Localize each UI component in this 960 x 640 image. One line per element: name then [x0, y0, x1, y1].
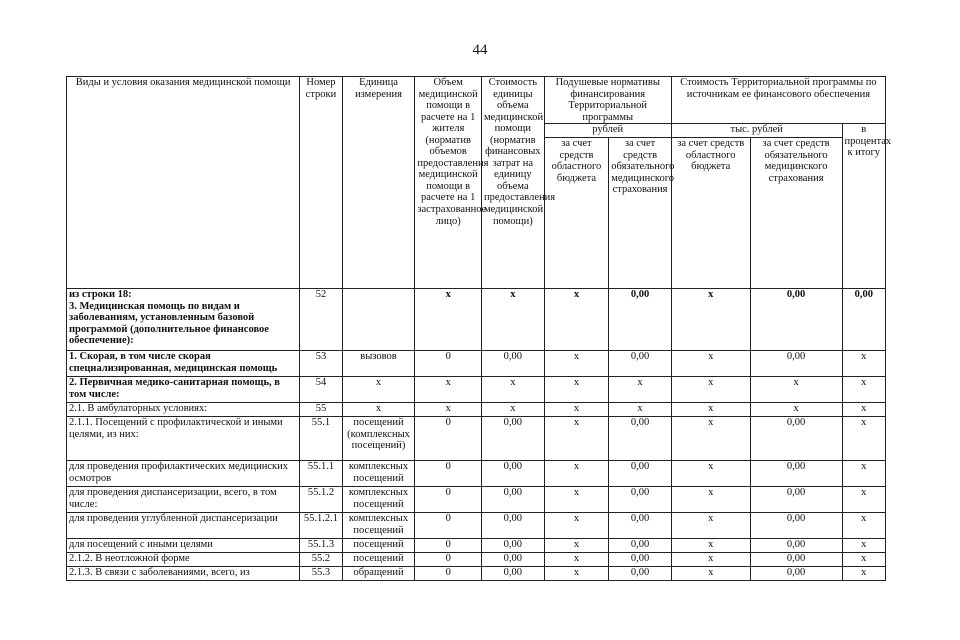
cell-v4: 0,00 — [609, 487, 672, 513]
cell-v1: 0 — [415, 567, 482, 581]
cell-v3: х — [544, 289, 609, 351]
cell-num: 53 — [300, 351, 342, 377]
header-oms: за счет средств обязательного медицинского страхования — [609, 138, 672, 289]
table-row — [67, 461, 886, 487]
cell-v3: х — [544, 567, 609, 581]
cell-num: 55 — [300, 403, 342, 417]
cell-num: 52 — [300, 289, 342, 351]
cell-v6: 0,00 — [750, 417, 842, 461]
cell-v5: х — [671, 417, 750, 461]
cell-v6: 0,00 — [750, 351, 842, 377]
cell-num: 55.2 — [300, 553, 342, 567]
cell-v5: х — [671, 539, 750, 553]
cell-v2: 0,00 — [482, 513, 545, 539]
header-regional-budget: за счет средств областного бюджета — [544, 138, 609, 289]
table-body — [67, 289, 886, 581]
page-number: 44 — [472, 42, 488, 58]
cell-v4: х — [609, 403, 672, 417]
cell-unit: х — [342, 403, 415, 417]
cell-num: 55.1.1 — [300, 461, 342, 487]
cell-v1: х — [415, 403, 482, 417]
financing-table — [66, 76, 892, 581]
cell-v1: 0 — [415, 553, 482, 567]
cell-v6: 0,00 — [750, 289, 842, 351]
cell-name: 2. Первичная медико-санитарная помощь, в том числе: — [67, 377, 300, 403]
cell-name: 2.1. В амбулаторных условиях: — [67, 403, 300, 417]
cell-v1: 0 — [415, 461, 482, 487]
cell-unit: вызовов — [342, 351, 415, 377]
cell-v3: х — [544, 513, 609, 539]
cell-v1: 0 — [415, 487, 482, 513]
cell-num: 55.1.3 — [300, 539, 342, 553]
cell-v2: х — [482, 377, 545, 403]
table-row — [67, 351, 886, 377]
cell-v5: х — [671, 567, 750, 581]
cell-v7: х — [842, 461, 885, 487]
cell-v6: х — [750, 403, 842, 417]
cell-v2: 0,00 — [482, 539, 545, 553]
cell-v7: х — [842, 417, 885, 461]
header-unit-rubles: рублей — [544, 124, 671, 138]
cell-v3: х — [544, 351, 609, 377]
cell-v2: х — [482, 289, 545, 351]
cell-v2: 0,00 — [482, 567, 545, 581]
cell-v2: 0,00 — [482, 351, 545, 377]
cell-v7: х — [842, 553, 885, 567]
cell-unit: посещений — [342, 539, 415, 553]
cell-v2: х — [482, 403, 545, 417]
cell-v7: х — [842, 377, 885, 403]
cell-name: 2.1.2. В неотложной форме — [67, 553, 300, 567]
header-percent: в процентах к итогу — [842, 124, 885, 289]
cell-v5: х — [671, 553, 750, 567]
cell-v2: 0,00 — [482, 553, 545, 567]
cell-v1: х — [415, 289, 482, 351]
cell-v3: х — [544, 403, 609, 417]
table-row — [67, 567, 886, 581]
cell-v6: 0,00 — [750, 487, 842, 513]
cell-name: для посещений с иными целями — [67, 539, 300, 553]
cell-v7: х — [842, 403, 885, 417]
cell-v4: 0,00 — [609, 351, 672, 377]
cell-v3: х — [544, 377, 609, 403]
cell-v5: х — [671, 351, 750, 377]
cell-v7: х — [842, 539, 885, 553]
cell-v7: х — [842, 567, 885, 581]
header-unit: Единица измерения — [342, 77, 415, 289]
table-row — [67, 289, 886, 351]
cell-name: для проведения углубленной диспансеризации — [67, 513, 300, 539]
cell-name: 2.1.3. В связи с заболеваниями, всего, из — [67, 567, 300, 581]
header-cost: Стоимость единицы объема медицинской помощи (норматив финансовых затрат на единицу объема предоставления медицинской помощи) — [482, 77, 545, 289]
cell-unit — [342, 289, 415, 351]
header-oms-2: за счет средств обязательного медицинского страхования — [750, 138, 842, 289]
cell-v5: х — [671, 487, 750, 513]
table-row — [67, 513, 886, 539]
cell-v1: х — [415, 377, 482, 403]
cell-v1: 0 — [415, 417, 482, 461]
cell-v3: х — [544, 461, 609, 487]
cell-v7: х — [842, 351, 885, 377]
cell-v2: 0,00 — [482, 487, 545, 513]
cell-v6: 0,00 — [750, 539, 842, 553]
cell-v3: х — [544, 553, 609, 567]
cell-v5: х — [671, 289, 750, 351]
table-row — [67, 487, 886, 513]
cell-v4: х — [609, 377, 672, 403]
cell-v4: 0,00 — [609, 567, 672, 581]
cell-unit: комплексных посещений — [342, 487, 415, 513]
cell-v4: 0,00 — [609, 289, 672, 351]
cell-name: 1. Скорая, в том числе скорая специализированная, медицинская помощь — [67, 351, 300, 377]
cell-v3: х — [544, 539, 609, 553]
cell-v6: 0,00 — [750, 553, 842, 567]
header-volume: Объем медицинской помощи в расчете на 1 жителя (норматив объемов предоставления медицинской помощи в расчете на 1 застрахованное лицо) — [415, 77, 482, 289]
header-unit-thousand-rubles: тыс. рублей — [671, 124, 842, 138]
cell-v7: 0,00 — [842, 289, 885, 351]
cell-unit: посещений — [342, 553, 415, 567]
cell-v7: х — [842, 513, 885, 539]
cell-name: для проведения профилактических медицинских осмотров — [67, 461, 300, 487]
cell-v2: 0,00 — [482, 417, 545, 461]
cell-v5: х — [671, 377, 750, 403]
cell-v6: 0,00 — [750, 513, 842, 539]
cell-name: для проведения диспансеризации, всего, в том числе: — [67, 487, 300, 513]
cell-v3: х — [544, 487, 609, 513]
cell-v7: х — [842, 487, 885, 513]
cell-num: 54 — [300, 377, 342, 403]
header-regional-budget-2: за счет средств областного бюджета — [671, 138, 750, 289]
cell-v1: 0 — [415, 513, 482, 539]
table-row — [67, 417, 886, 461]
table-row — [67, 553, 886, 567]
header-row-number: Номер строки — [300, 77, 342, 289]
cell-name: 2.1.1. Посещений с профилактической и иными целями, из них: — [67, 417, 300, 461]
header-kinds: Виды и условия оказания медицинской помощи — [67, 77, 300, 289]
cell-num: 55.1.2.1 — [300, 513, 342, 539]
cell-unit: комплексных посещений — [342, 513, 415, 539]
header-program-cost: Стоимость Территориальной программы по источникам ее финансового обеспечения — [671, 77, 885, 124]
cell-v6: х — [750, 377, 842, 403]
cell-unit: комплексных посещений — [342, 461, 415, 487]
cell-v4: 0,00 — [609, 461, 672, 487]
cell-v4: 0,00 — [609, 513, 672, 539]
cell-num: 55.3 — [300, 567, 342, 581]
cell-v5: х — [671, 403, 750, 417]
cell-v4: 0,00 — [609, 417, 672, 461]
cell-name: из строки 18: 3. Медицинская помощь по видам и заболеваниям, установленным базовой программой (дополнительное финансовое обеспечение): — [67, 289, 300, 351]
header-per-capita: Подушевые нормативы финансирования Территориальной программы — [544, 77, 671, 124]
cell-v6: 0,00 — [750, 567, 842, 581]
cell-v4: 0,00 — [609, 553, 672, 567]
cell-v1: 0 — [415, 351, 482, 377]
cell-v2: 0,00 — [482, 461, 545, 487]
cell-v1: 0 — [415, 539, 482, 553]
cell-unit: посещений (комплексных посещений) — [342, 417, 415, 461]
cell-unit: обращений — [342, 567, 415, 581]
cell-v3: х — [544, 417, 609, 461]
cell-v4: 0,00 — [609, 539, 672, 553]
cell-unit: х — [342, 377, 415, 403]
table-row — [67, 403, 886, 417]
table-row — [67, 539, 886, 553]
table-row — [67, 377, 886, 403]
cell-num: 55.1.2 — [300, 487, 342, 513]
cell-v5: х — [671, 461, 750, 487]
cell-num: 55.1 — [300, 417, 342, 461]
cell-v5: х — [671, 513, 750, 539]
cell-v6: 0,00 — [750, 461, 842, 487]
